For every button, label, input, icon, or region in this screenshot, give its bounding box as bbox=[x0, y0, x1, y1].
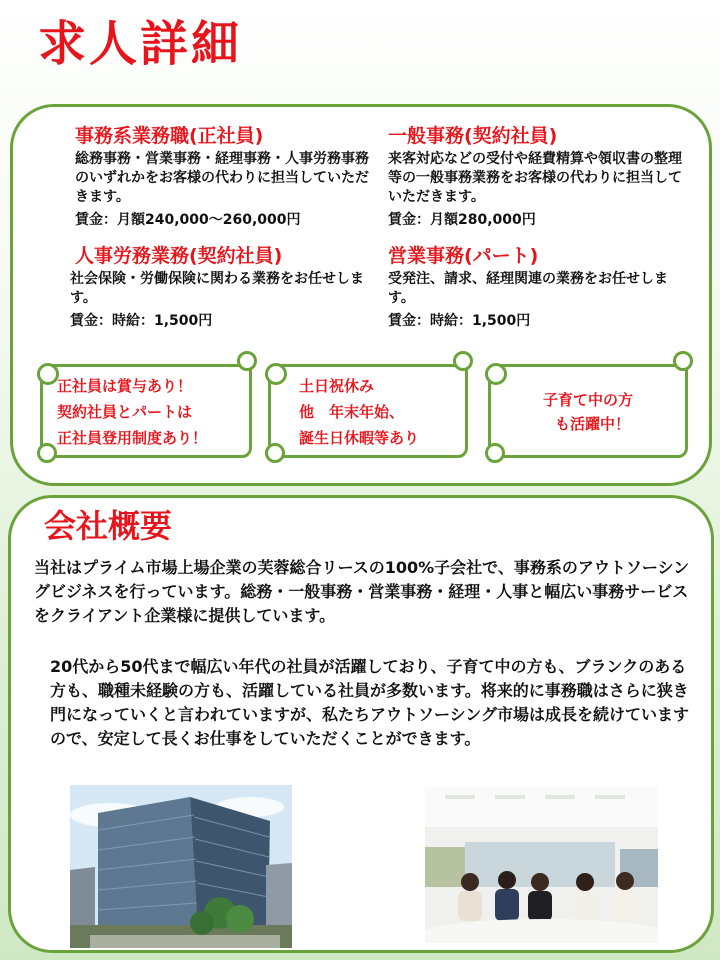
feature-scroll-bonus bbox=[40, 364, 252, 458]
job-hr-labor-contract bbox=[70, 244, 365, 330]
job-description: 総務事務・営業事務・経理事務・人事労務事務のいずれかをお客様の代わりに担当していただきます。 bbox=[75, 151, 369, 205]
company-paragraph-2: 20代から50代まで幅広い年代の社員が活躍しており、子育て中の方も、ブランクのある方も、職種未経験の方も、活躍している社員が多数います。将来的に事務職はさらに狭き門になっていくと言われていますが、私たちアウトソーシング市場は成長を続けていますので、安定して長くお仕事をしていただくことができます。 bbox=[50, 657, 689, 748]
job-heading: 人事労務業務(契約社員) bbox=[75, 245, 283, 267]
job-wage: 賃金：時給：1,500円 bbox=[70, 313, 213, 329]
feature-line: 正社員は賞与あり！ bbox=[57, 377, 193, 395]
job-general-office-fulltime bbox=[75, 124, 375, 229]
job-sales-office-parttime bbox=[388, 244, 688, 330]
office-staff-photo bbox=[425, 787, 658, 943]
feature-line: 誕生日休暇等あり bbox=[299, 429, 420, 447]
job-description: 受発注、請求、経理関連の業務をお任せします。 bbox=[388, 271, 668, 306]
job-heading: 一般事務(契約社員) bbox=[388, 125, 558, 147]
job-wage: 賃金：月額240,000～260,000円 bbox=[75, 212, 301, 228]
job-description: 社会保険・労働保険に関わる業務をお任せします。 bbox=[70, 271, 364, 306]
feature-line: も活躍中！ bbox=[555, 415, 631, 433]
job-wage: 賃金：月額280,000円 bbox=[388, 212, 536, 228]
page-title: 求人詳細 bbox=[38, 16, 243, 72]
company-paragraph-1: 当社はプライム市場上場企業の芙蓉総合リースの100%子会社で、事務系のアウトソーシングビジネスを行っています。総務・一般事務・営業事務・経理・人事と幅広い事務サービスをクライアント企業様に提供しています。 bbox=[34, 558, 690, 625]
job-general-clerical-contract bbox=[388, 124, 688, 229]
company-heading: 会社概要 bbox=[44, 507, 173, 545]
feature-line: 他 年末年始、 bbox=[299, 403, 405, 421]
feature-scroll-parents bbox=[488, 364, 688, 458]
feature-line: 契約社員とパートは bbox=[57, 403, 193, 421]
job-heading: 営業事務(パート) bbox=[388, 245, 539, 267]
office-building-photo bbox=[70, 785, 292, 948]
feature-line: 正社員登用制度あり！ bbox=[57, 429, 208, 447]
job-wage: 賃金：時給：1,500円 bbox=[388, 313, 531, 329]
feature-line: 子育て中の方 bbox=[543, 391, 634, 409]
job-description: 来客対応などの受付や経費精算や領収書の整理等の一般事務業務をお客様の代わりに担当していただきます。 bbox=[388, 151, 682, 205]
feature-scroll-holidays bbox=[268, 364, 468, 458]
feature-line: 土日祝休み bbox=[299, 377, 375, 395]
job-heading: 事務系業務職(正社員) bbox=[75, 125, 264, 147]
